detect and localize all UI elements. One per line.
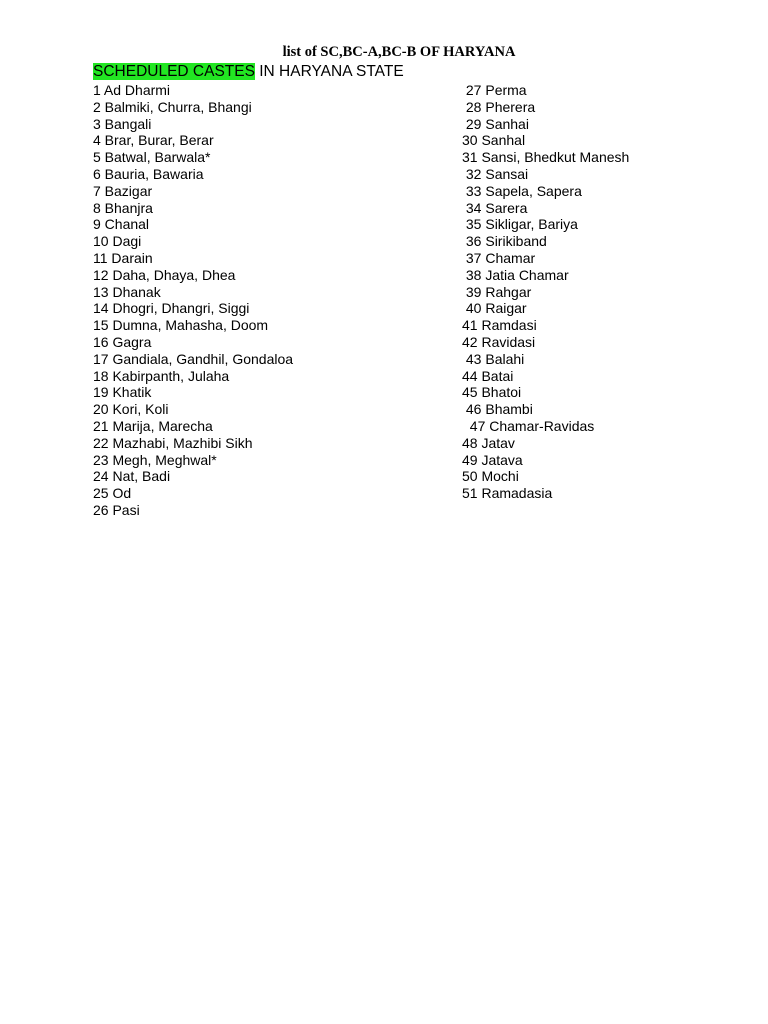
caste-list-item: 26 Pasi xyxy=(93,501,140,518)
section-heading-highlight: SCHEDULED CASTES xyxy=(93,63,255,80)
caste-list-item: 50 Mochi xyxy=(462,468,519,485)
caste-list-item: 6 Bauria, Bawaria xyxy=(93,165,204,182)
caste-list-item: 7 Bazigar xyxy=(93,182,153,199)
caste-list-item: 33 Sapela, Sapera xyxy=(462,182,582,199)
caste-list-item: 35 Sikligar, Bariya xyxy=(462,216,578,233)
caste-list-item: 34 Sarera xyxy=(462,199,528,216)
caste-list-item: 27 Perma xyxy=(462,82,527,98)
caste-list-item: 31 Sansi, Bhedkut Manesh xyxy=(462,149,630,166)
caste-list-item: 25 Od xyxy=(93,485,132,502)
caste-list-item: 48 Jatav xyxy=(462,434,515,451)
caste-list-item: 30 Sanhal xyxy=(462,132,526,149)
caste-list-item: 16 Gagra xyxy=(93,333,152,350)
caste-list-item: 21 Marija, Marecha xyxy=(93,417,213,434)
caste-list-item: 37 Chamar xyxy=(462,249,536,266)
caste-list-item: 5 Batwal, Barwala* xyxy=(93,149,211,166)
caste-list-item: 11 Darain xyxy=(93,249,153,266)
caste-list-item: 38 Jatia Chamar xyxy=(462,266,569,283)
caste-list-item: 23 Megh, Meghwal* xyxy=(93,451,217,468)
caste-list-item: 13 Dhanak xyxy=(93,283,161,300)
caste-list-item: 14 Dhogri, Dhangri, Siggi xyxy=(93,300,250,317)
caste-list-item: 19 Khatik xyxy=(93,384,152,401)
caste-list-item: 8 Bhanjra xyxy=(93,199,153,216)
caste-list-item: 49 Jatava xyxy=(462,451,523,468)
caste-list-left xyxy=(93,82,293,519)
caste-list-item: 44 Batai xyxy=(462,367,514,384)
caste-list-item: 46 Bhambi xyxy=(462,401,533,418)
caste-list-right xyxy=(462,82,629,502)
caste-list-item: 9 Chanal xyxy=(93,216,150,233)
caste-list-item: 12 Daha, Dhaya, Dhea xyxy=(93,266,236,283)
caste-list-item: 18 Kabirpanth, Julaha xyxy=(93,367,230,384)
caste-list-item: 22 Mazhabi, Mazhibi Sikh xyxy=(93,434,253,451)
caste-list-item: 24 Nat, Badi xyxy=(93,468,171,485)
caste-list-item: 39 Rahgar xyxy=(462,283,532,300)
caste-list-item: 29 Sanhai xyxy=(462,115,529,132)
caste-list-item: 36 Sirikiband xyxy=(462,233,547,250)
section-heading xyxy=(93,63,404,81)
caste-list-item: 4 Brar, Burar, Berar xyxy=(93,132,214,149)
caste-list-item: 40 Raigar xyxy=(462,300,527,317)
caste-list-item: 10 Dagi xyxy=(93,233,142,250)
caste-list-item: 42 Ravidasi xyxy=(462,333,536,350)
caste-list-item: 1 Ad Dharmi xyxy=(93,82,171,98)
caste-list-item: 47 Chamar-Ravidas xyxy=(462,417,595,434)
caste-list-item: 3 Bangali xyxy=(93,115,152,132)
document-title: list of SC,BC-A,BC-B OF HARYANA xyxy=(282,44,516,60)
caste-list-item: 45 Bhatoi xyxy=(462,384,522,401)
section-heading-rest: IN HARYANA STATE xyxy=(254,63,404,80)
caste-list-item: 17 Gandiala, Gandhil, Gondaloa xyxy=(93,350,294,367)
caste-list-item: 2 Balmiki, Churra, Bhangi xyxy=(93,98,252,115)
caste-list-item: 41 Ramdasi xyxy=(462,317,537,334)
caste-list-item: 28 Pherera xyxy=(462,98,536,115)
caste-list-item: 15 Dumna, Mahasha, Doom xyxy=(93,317,269,334)
caste-list-item: 51 Ramadasia xyxy=(462,485,553,502)
caste-list-item: 43 Balahi xyxy=(462,350,525,367)
caste-list-item: 20 Kori, Koli xyxy=(93,401,169,418)
caste-list-item: 32 Sansai xyxy=(462,165,529,182)
